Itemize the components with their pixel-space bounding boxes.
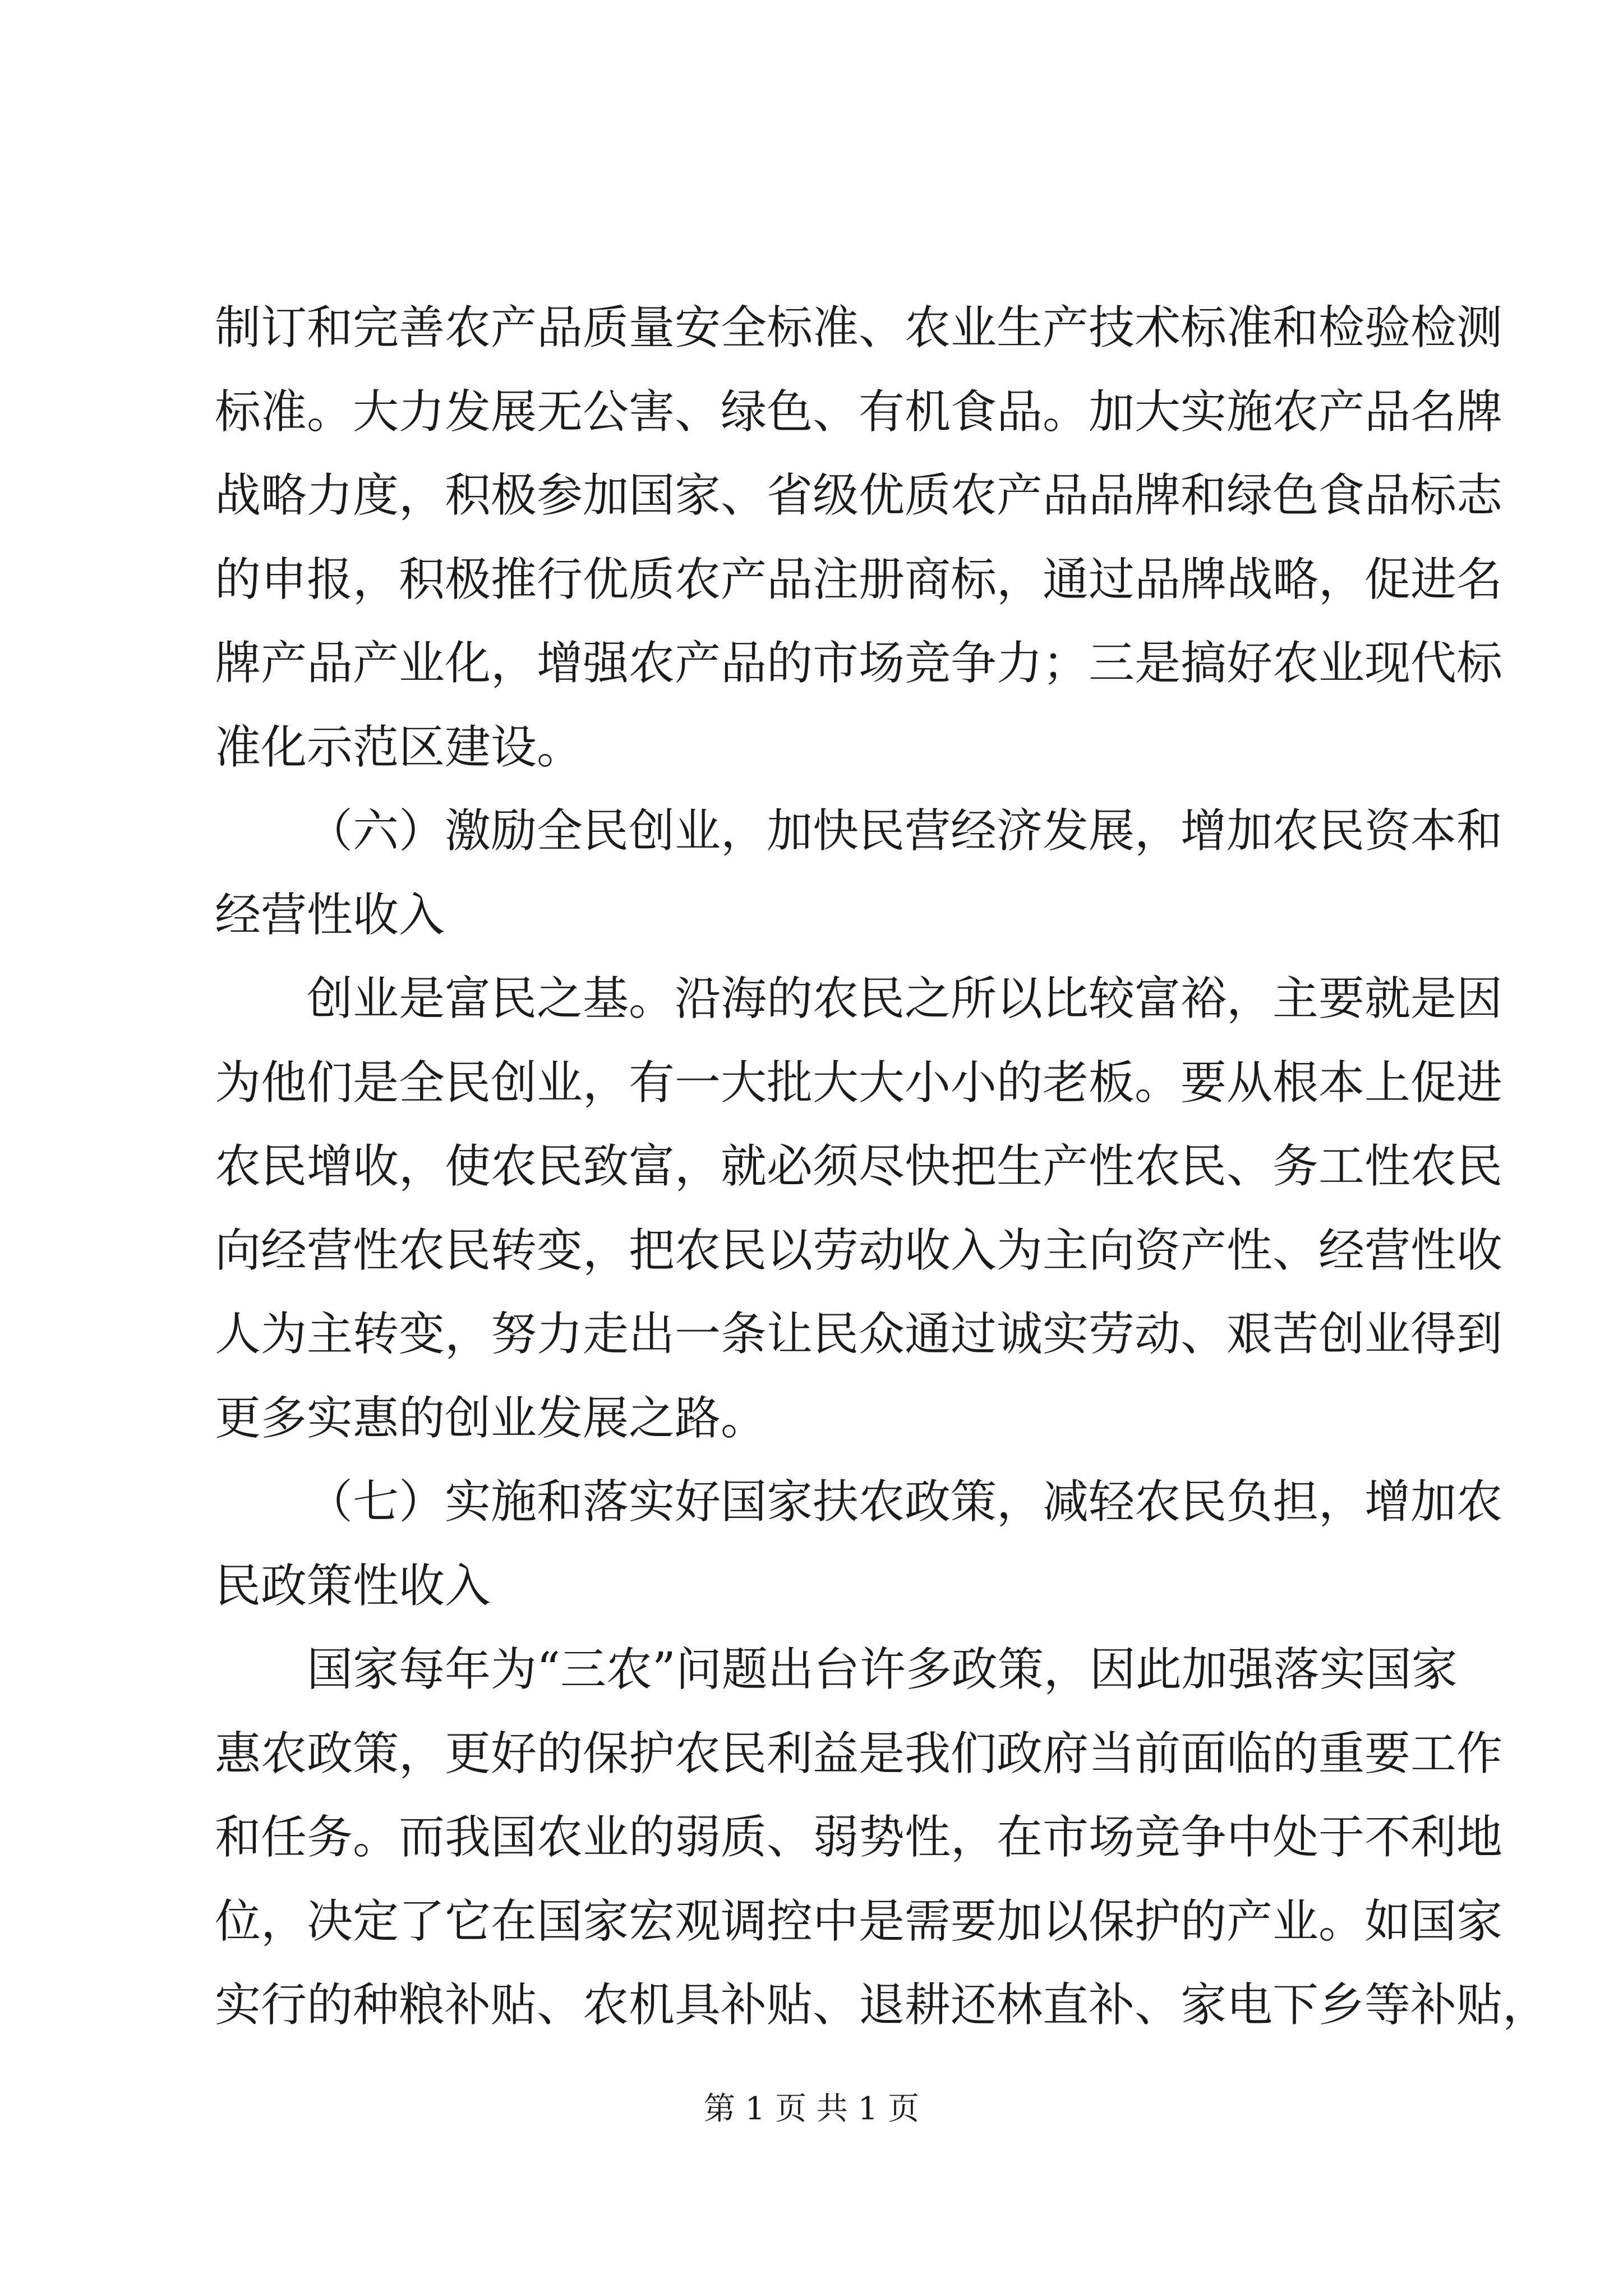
text-line: 的申报，积极推行优质农产品注册商标，通过品牌战略，促进名 [215,553,1503,606]
heading-line: （七）实施和落实好国家扶农政策，减轻农民负担，增加农 [307,1475,1503,1529]
section-heading [215,789,1503,957]
section-heading [215,1460,1503,1628]
text-line: 国家每年为“三农”问题出台许多政策，因此加强落实国家 [307,1643,1458,1696]
text-line: 向经营性农民转变，把农民以劳动收入为主向资产性、经营性收 [215,1223,1503,1277]
text-line: 战略力度，积极参加国家、省级优质农产品品牌和绿色食品标志 [215,469,1503,522]
text-line: 位，决定了它在国家宏观调控中是需要加以保护的产业。如国家 [215,1894,1503,1948]
text-line: 农民增收，使农民致富，就必须尽快把生产性农民、务工性农民 [215,1140,1503,1193]
document-body [215,286,1549,2047]
text-line: 创业是富民之基。沿海的农民之所以比较富裕，主要就是因 [307,972,1503,1025]
paragraph [215,286,1503,789]
text-line: 更多实惠的创业发展之路。 [215,1391,767,1445]
text-line: 为他们是全民创业，有一大批大大小小的老板。要从根本上促进 [215,1056,1503,1110]
text-line: 实行的种粮补贴、农机具补贴、退耕还林直补、家电下乡等补贴， [215,1978,1549,2032]
page-footer [0,2087,1623,2132]
text-line: 人为主转变，努力走出一条让民众通过诚实劳动、艰苦创业得到 [215,1308,1503,1361]
text-line: 制订和完善农产品质量安全标准、农业生产技术标准和检验检测 [215,301,1503,355]
text-line: 惠农政策，更好的保护农民利益是我们政府当前面临的重要工作 [215,1727,1503,1780]
paragraph [215,957,1503,1460]
paragraph [215,1628,1549,2047]
heading-line: 经营性收入 [215,888,445,942]
text-line: 牌产品产业化，增强农产品的市场竞争力；三是搞好农业现代标 [215,637,1503,690]
page-number: 第 1 页 共 1 页 [703,2091,920,2127]
text-line: 标准。大力发展无公害、绿色、有机食品。加大实施农产品名牌 [215,385,1503,439]
text-line: 和任务。而我国农业的弱质、弱势性，在市场竞争中处于不利地 [215,1811,1503,1864]
text-line: 准化示范区建设。 [215,720,583,774]
heading-line: （六）激励全民创业，加快民营经济发展，增加农民资本和 [307,804,1503,858]
heading-line: 民政策性收入 [215,1559,491,1613]
